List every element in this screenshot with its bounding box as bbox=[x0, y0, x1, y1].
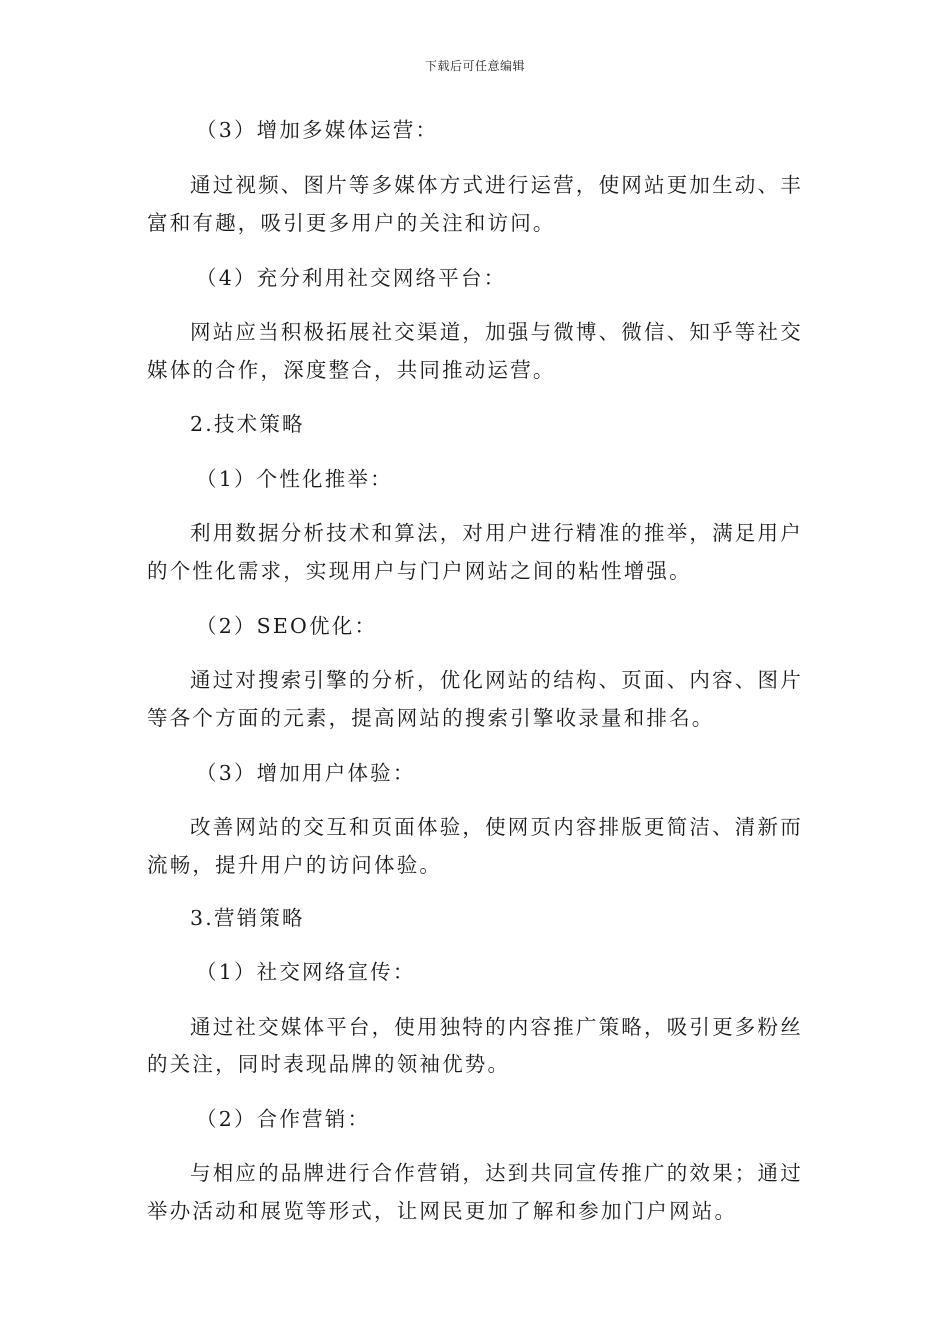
page-header: 下载后可任意编辑 bbox=[424, 59, 525, 73]
subheading: （3）增加用户体验： bbox=[196, 761, 416, 785]
paragraph-line: 媒体的合作，深度整合，共同推动运营。 bbox=[147, 358, 556, 382]
subheading: （2）合作营销： bbox=[196, 1107, 371, 1131]
paragraph-line: 利用数据分析技术和算法，对用户进行精准的推举，满足用户 bbox=[190, 521, 803, 545]
paragraph-line: 流畅，提升用户的访问体验。 bbox=[147, 853, 443, 877]
subheading: （2）SEO优化： bbox=[196, 614, 378, 638]
subheading: （4）充分利用社交网络平台： bbox=[196, 266, 507, 290]
paragraph-line: 等各个方面的元素，提高网站的搜索引擎收录量和排名。 bbox=[147, 706, 715, 730]
paragraph-line: 与相应的品牌进行合作营销，达到共同宣传推广的效果；通过 bbox=[190, 1161, 803, 1185]
subheading: （3）增加多媒体运营： bbox=[196, 118, 439, 142]
paragraph-line: 富和有趣，吸引更多用户的关注和访问。 bbox=[147, 211, 556, 235]
section-heading: 2.技术策略 bbox=[190, 412, 305, 436]
paragraph-line: 举办活动和展览等形式，让网民更加了解和参加门户网站。 bbox=[147, 1199, 738, 1223]
subheading: （1）社交网络宣传： bbox=[196, 960, 416, 984]
paragraph-line: 通过对搜索引擎的分析，优化网站的结构、页面、内容、图片 bbox=[190, 668, 803, 692]
paragraph-line: 的个性化需求，实现用户与门户网站之间的粘性增强。 bbox=[147, 559, 692, 583]
paragraph-line: 网站应当积极拓展社交渠道，加强与微博、微信、知乎等社交 bbox=[190, 320, 803, 344]
paragraph-line: 改善网站的交互和页面体验，使网页内容排版更简洁、清新而 bbox=[190, 815, 803, 839]
section-heading: 3.营销策略 bbox=[190, 906, 305, 930]
paragraph-line: 通过社交媒体平台，使用独特的内容推广策略，吸引更多粉丝 bbox=[190, 1015, 803, 1039]
paragraph-line: 的关注，同时表现品牌的领袖优势。 bbox=[147, 1052, 511, 1076]
paragraph-line: 通过视频、图片等多媒体方式进行运营，使网站更加生动、丰 bbox=[190, 173, 803, 197]
subheading: （1）个性化推举： bbox=[196, 467, 393, 491]
